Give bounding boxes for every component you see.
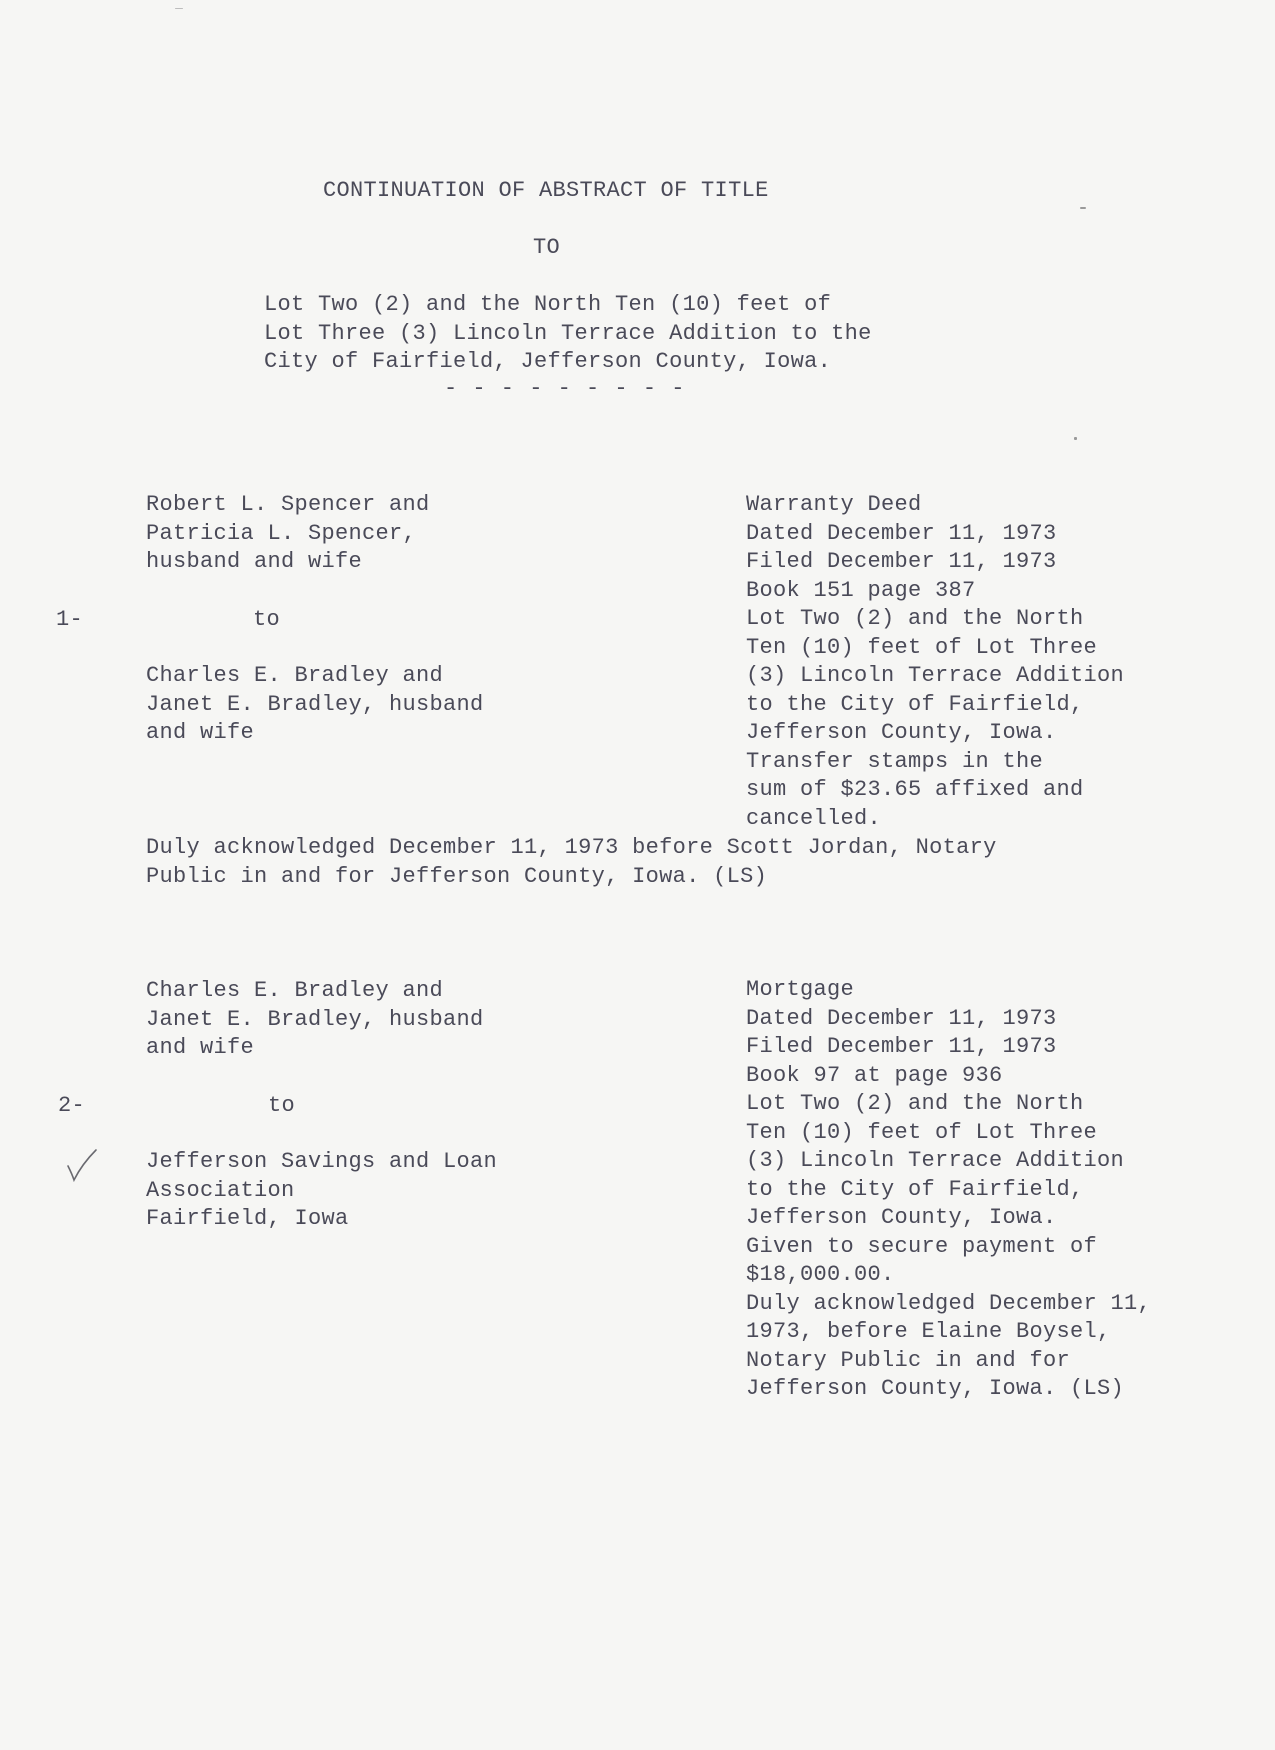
header-divider: - - - - - - - - - xyxy=(444,376,686,401)
entry-1-grantors xyxy=(146,491,430,577)
detail-line: Duly acknowledged December 11, xyxy=(746,1290,1152,1316)
paper-speck xyxy=(1074,437,1077,440)
page-title: CONTINUATION OF ABSTRACT OF TITLE xyxy=(323,178,769,203)
detail-line: Transfer stamps in the xyxy=(746,748,1044,774)
entry-2-number: 2- xyxy=(58,1093,86,1118)
detail-line: Jefferson County, Iowa. xyxy=(746,1205,1057,1230)
detail-line: cancelled. xyxy=(746,805,882,831)
grantor-line: Charles E. Bradley and xyxy=(146,978,444,1003)
entry-2-details xyxy=(746,976,1151,1404)
detail-line: sum of $23.65 affixed and xyxy=(746,777,1084,802)
grantor-line: Janet E. Bradley, husband xyxy=(146,1006,484,1032)
detail-line: Lot Two (2) and the North xyxy=(746,1091,1084,1116)
acknowledgment-line: Public in and for Jefferson County, Iowa. (LS) xyxy=(146,863,768,889)
detail-line: $18,000.00. xyxy=(746,1262,895,1287)
detail-line: Notary Public in and for xyxy=(746,1347,1071,1373)
detail-line: Jefferson County, Iowa. xyxy=(746,720,1057,745)
detail-line: Filed December 11, 1973 xyxy=(746,1034,1057,1059)
detail-line: Book 97 at page 936 xyxy=(746,1062,1003,1088)
property-description xyxy=(264,291,872,377)
property-line: Lot Two (2) and the North Ten (10) feet of xyxy=(264,292,832,317)
grantee-line: Fairfield, Iowa xyxy=(146,1206,349,1231)
grantor-line: Patricia L. Spencer, xyxy=(146,520,417,546)
grantee-line: Jefferson Savings and Loan xyxy=(146,1149,498,1174)
entry-1-grantees xyxy=(146,662,484,748)
detail-line: Mortgage xyxy=(746,977,855,1002)
entry-1-number: 1- xyxy=(56,607,84,632)
entry-1-to: to xyxy=(253,607,281,632)
pencil-checkmark-icon xyxy=(64,1146,104,1186)
detail-line: (3) Lincoln Terrace Addition xyxy=(746,1148,1125,1173)
detail-line: to the City of Fairfield, xyxy=(746,1176,1084,1202)
grantor-line: Robert L. Spencer and xyxy=(146,492,430,517)
grantor-line: and wife xyxy=(146,1035,255,1060)
detail-line: Jefferson County, Iowa. (LS) xyxy=(746,1376,1125,1401)
entry-2-grantees xyxy=(146,1148,497,1234)
entry-2-grantors xyxy=(146,977,484,1063)
entry-1-details xyxy=(746,491,1124,833)
property-line: City of Fairfield, Jefferson County, Iowa. xyxy=(264,349,832,374)
property-line: Lot Three (3) Lincoln Terrace Addition to the xyxy=(264,320,872,346)
grantee-line: Association xyxy=(146,1177,295,1203)
title-to: TO xyxy=(533,235,561,260)
entry-2-to: to xyxy=(268,1093,296,1118)
detail-line: Warranty Deed xyxy=(746,492,922,517)
detail-line: Ten (10) feet of Lot Three xyxy=(746,1119,1098,1145)
grantor-line: husband and wife xyxy=(146,549,363,574)
detail-line: Dated December 11, 1973 xyxy=(746,520,1057,546)
acknowledgment-line: Duly acknowledged December 11, 1973 before Scott Jordan, Notary xyxy=(146,835,997,860)
grantee-line: Janet E. Bradley, husband xyxy=(146,691,484,717)
detail-line: Filed December 11, 1973 xyxy=(746,549,1057,574)
detail-line: Lot Two (2) and the North xyxy=(746,606,1084,631)
entry-1-acknowledgment xyxy=(146,833,997,890)
detail-line: Dated December 11, 1973 xyxy=(746,1005,1057,1031)
detail-line: (3) Lincoln Terrace Addition xyxy=(746,663,1125,688)
detail-line: 1973, before Elaine Boysel, xyxy=(746,1319,1111,1344)
detail-line: Given to secure payment of xyxy=(746,1233,1098,1259)
paper-speck xyxy=(1080,207,1086,209)
grantee-line: and wife xyxy=(146,720,255,745)
detail-line: Ten (10) feet of Lot Three xyxy=(746,634,1098,660)
grantee-line: Charles E. Bradley and xyxy=(146,663,444,688)
paper-speck xyxy=(175,8,183,9)
detail-line: Book 151 page 387 xyxy=(746,577,976,603)
detail-line: to the City of Fairfield, xyxy=(746,691,1084,717)
